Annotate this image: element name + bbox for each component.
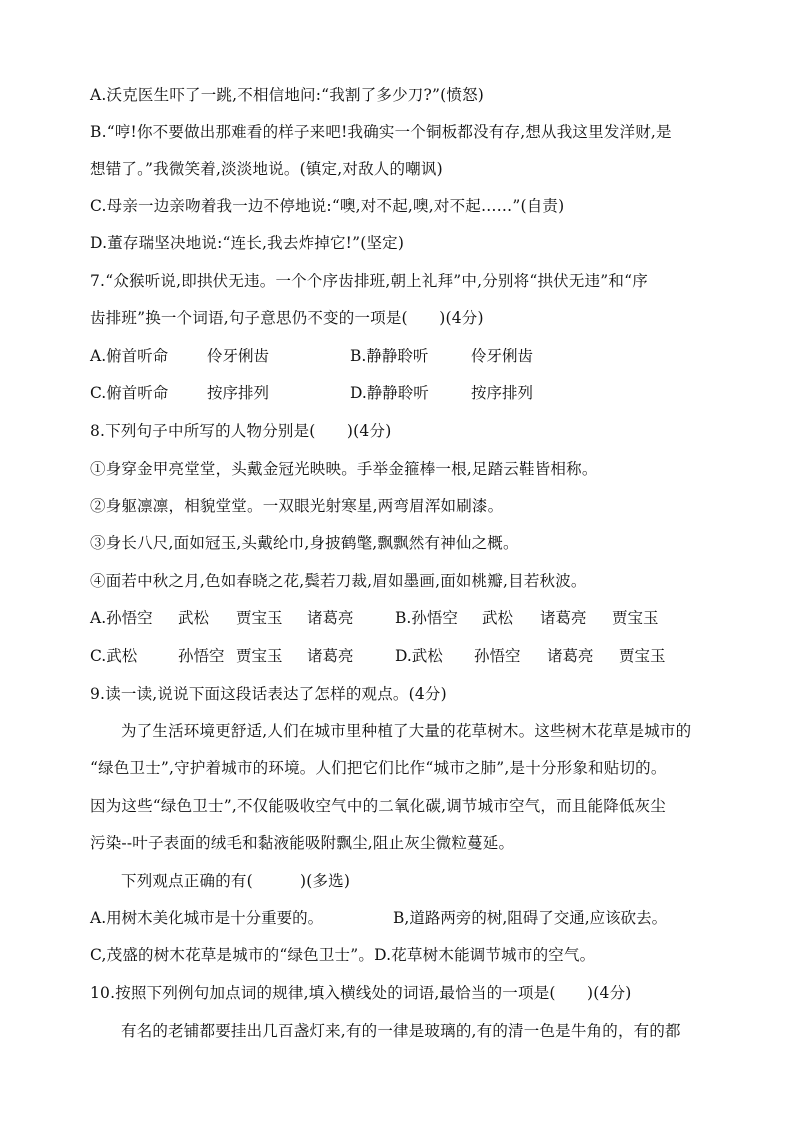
- q9-option-a: A.用树木美化城市是十分重要的。: [90, 909, 324, 927]
- q7-option-b-word2: 伶牙俐齿: [471, 347, 534, 365]
- q6-option-d: D.董存瑞坚决地说:“连长,我去炸掉它!”(坚定): [90, 234, 405, 252]
- q8-option-c-name4: 诸葛亮: [307, 647, 354, 665]
- q7-stem-line1: 7.“众猴听说,即拱伏无违。一个个序齿排班,朝上礼拜”中,分别将“拱伏无违”和“序: [90, 272, 648, 290]
- q7-option-a-word2: 伶牙俐齿: [207, 347, 270, 365]
- q8-option-c-name1: C.武松: [90, 647, 138, 665]
- q8-sentence-1: ①身穿金甲亮堂堂，头戴金冠光映映。手举金箍棒一根,足踏云鞋皆相称。: [90, 460, 598, 478]
- q9-option-c-d: C,茂盛的树木花草是城市的“绿色卫士”。D.花草树木能调节城市的空气。: [90, 946, 596, 964]
- q7-option-a-word1: A.俯首听命: [90, 347, 169, 365]
- q8-option-b-name1: B.孙悟空: [395, 609, 458, 627]
- q6-option-a: A.沃克医生吓了一跳,不相信地问:“我割了多少刀?”(愤怒): [90, 86, 485, 104]
- q8-option-d-name3: 诸葛亮: [547, 647, 594, 665]
- q6-option-b-line1: B.“哼!你不要做出那难看的样子来吧!我确实一个铜板都没有存,想从我这里发洋财,是: [90, 123, 672, 141]
- q9-passage-line2: “绿色卫士”,守护着城市的环境。人们把它们比作“城市之肺”,是十分形象和贴切的。: [90, 759, 667, 777]
- q7-option-b-word1: B.静静聆听: [350, 347, 429, 365]
- q8-option-b-name4: 贾宝玉: [612, 609, 659, 627]
- q8-option-d-name1: D.武松: [395, 647, 443, 665]
- q8-option-a-name4: 诸葛亮: [307, 609, 354, 627]
- q8-option-c-name3: 贾宝玉: [236, 647, 283, 665]
- q7-stem-line2: 齿排班”换一个词语,句子意思仍不变的一项是( )(4分): [90, 309, 484, 327]
- q9-prompt: 下列观点正确的有( )(多选): [121, 872, 351, 890]
- q7-option-c-word1: C.俯首听命: [90, 384, 169, 402]
- q10-stem: 10.按照下列例句加点词的规律,填入横线处的词语,最恰当的一项是( )(4分): [90, 984, 632, 1002]
- q8-option-d-name2: 孙悟空: [474, 647, 521, 665]
- q8-option-a-name2: 武松: [178, 609, 210, 627]
- q8-option-a-name1: A.孙悟空: [90, 609, 153, 627]
- q6-option-c: C.母亲一边亲吻着我一边不停地说:“噢,对不起,噢,对不起……”(自责): [90, 197, 565, 215]
- q9-passage-line1: 为了生活环境更舒适,人们在城市里种植了大量的花草树木。这些树木花草是城市的: [121, 722, 692, 740]
- q8-option-d-name4: 贾宝玉: [619, 647, 666, 665]
- q6-option-b-line2: 想错了。”我微笑着,淡淡地说。(镇定,对敌人的嘲讽): [90, 160, 443, 178]
- q9-stem: 9.读一读,说说下面这段话表达了怎样的观点。(4分): [90, 685, 447, 703]
- q9-option-b: B,道路两旁的树,阻碍了交通,应该砍去。: [393, 909, 668, 927]
- q8-option-c-name2: 孙悟空: [178, 647, 225, 665]
- q10-example-line1: 有名的老铺都要挂出几百盏灯来,有的一律是玻璃的,有的清一色是牛角的，有的都: [121, 1022, 681, 1040]
- q8-option-b-name2: 武松: [482, 609, 514, 627]
- q8-sentence-3: ③身长八尺,面如冠玉,头戴纶巾,身披鹤氅,飘飘然有神仙之概。: [90, 534, 519, 552]
- q8-option-a-name3: 贾宝玉: [236, 609, 283, 627]
- q9-passage-line4: 污染--叶子表面的绒毛和黏液能吸附飘尘,阻止灰尘微粒蔓延。: [90, 834, 515, 852]
- q8-option-b-name3: 诸葛亮: [540, 609, 587, 627]
- q8-sentence-4: ④面若中秋之月,色如春晓之花,鬓若刀裁,眉如墨画,面如桃瓣,目若秋波。: [90, 572, 587, 590]
- q7-option-d-word2: 按序排列: [471, 384, 534, 402]
- q7-option-d-word1: D.静静聆听: [350, 384, 429, 402]
- q9-passage-line3: 因为这些“绿色卫士”,不仅能吸收空气中的二氧化碳,调节城市空气，而且能降低灰尘: [90, 797, 667, 815]
- q7-option-c-word2: 按序排列: [207, 384, 270, 402]
- q8-stem: 8.下列句子中所写的人物分别是( )(4分): [90, 422, 392, 440]
- q8-sentence-2: ②身躯凛凛，相貌堂堂。一双眼光射寒星,两弯眉浑如刷漆。: [90, 497, 504, 515]
